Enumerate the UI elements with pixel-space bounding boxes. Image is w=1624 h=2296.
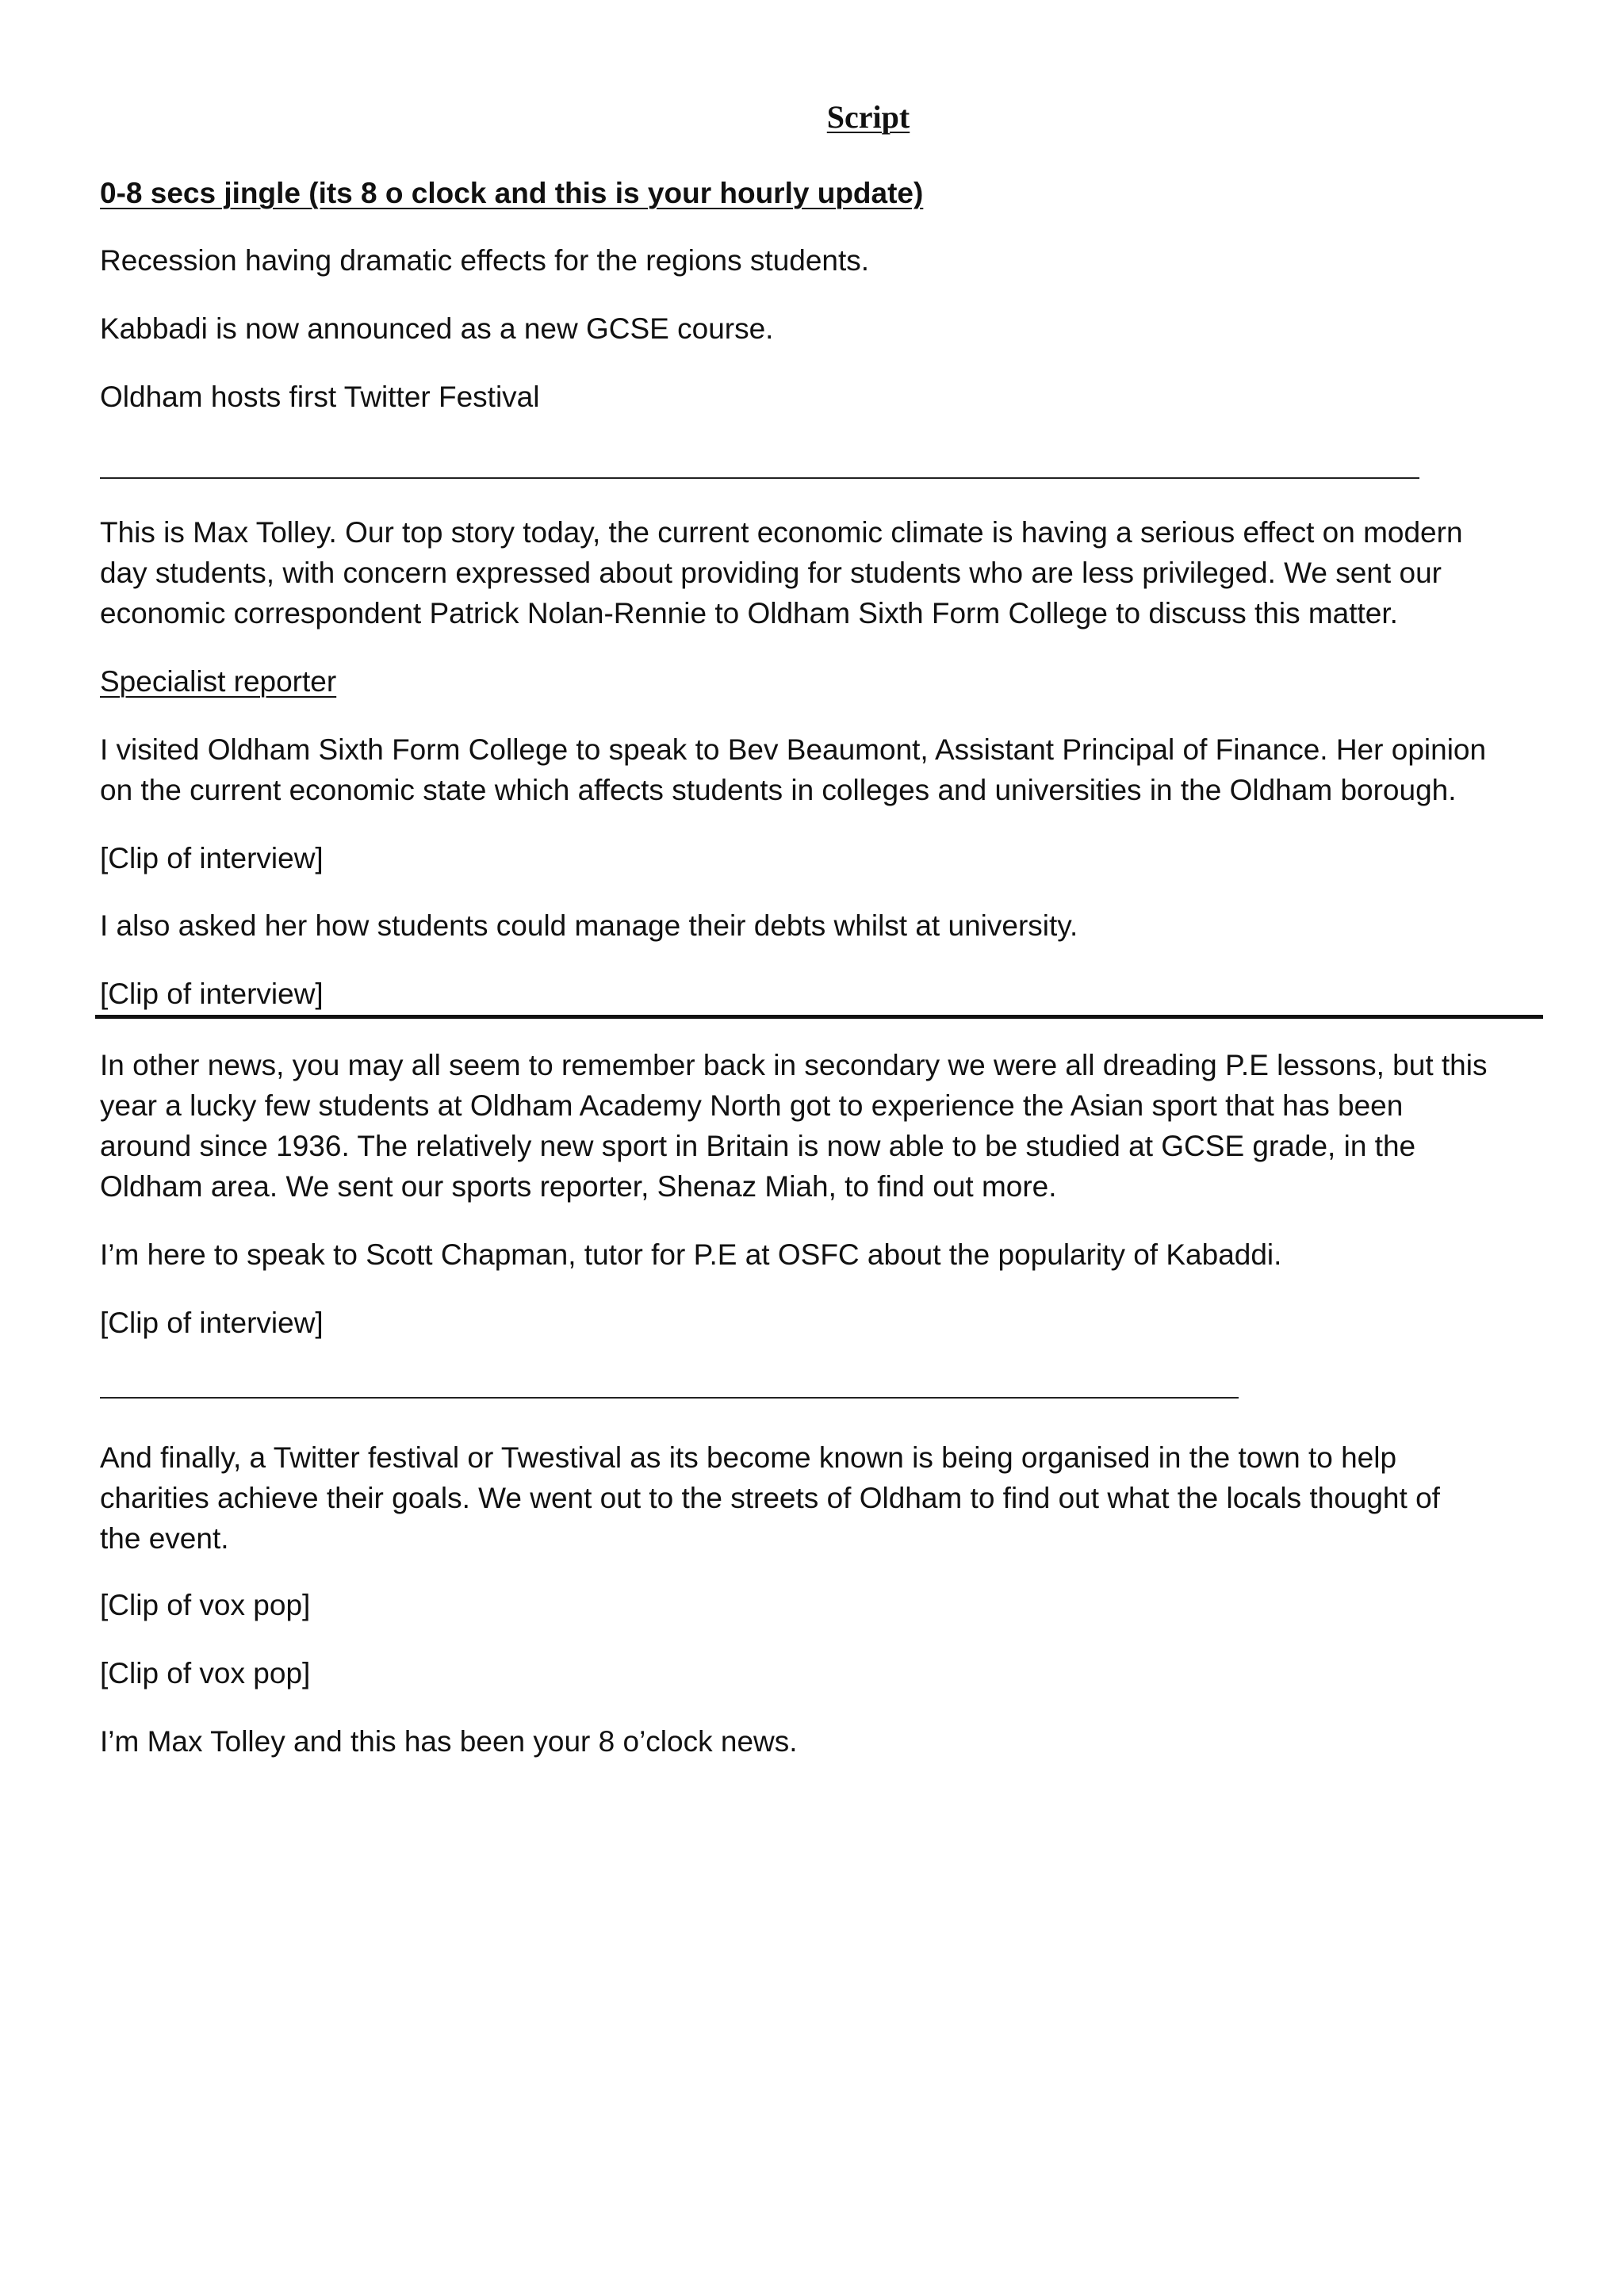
specialist-line: on the current economic state which affects students in colleges and universities in the Oldham borough. [100, 774, 1457, 806]
headline-kabbadi: Kabbadi is now announced as a new GCSE course. [100, 312, 774, 345]
headline-recession: Recession having dramatic effects for the regions students. [100, 244, 870, 277]
twitter-line: the event. [100, 1522, 229, 1555]
section-divider-heavy [95, 1015, 1543, 1019]
clip-of-interview: [Clip of interview] [100, 842, 324, 874]
twitter-paragraph [100, 1437, 1535, 1559]
sports-paragraph [100, 1045, 1535, 1207]
twitter-line: And finally, a Twitter festival or Twestival as its become known is being organised in the town to help [100, 1441, 1397, 1474]
intro-paragraph [100, 512, 1535, 633]
clip-of-interview: [Clip of interview] [100, 978, 324, 1010]
sports-line: around since 1936. The relatively new sport in Britain is now able to be studied at GCSE grade, in the [100, 1130, 1416, 1162]
specialist-line: I visited Oldham Sixth Form College to speak to Bev Beaumont, Assistant Principal of Finance. Her opinion [100, 733, 1487, 766]
document-title: Script [826, 99, 910, 135]
clip-of-vox-pop: [Clip of vox pop] [100, 1589, 311, 1621]
sports-reporter-line: I’m here to speak to Scott Chapman, tutor for P.E at OSFC about the popularity of Kabaddi. [100, 1238, 1282, 1271]
jingle-heading: 0-8 secs jingle (its 8 o clock and this is your hourly update) [100, 177, 924, 209]
specialist-reporter-label: Specialist reporter [100, 665, 337, 698]
clip-of-interview: [Clip of interview] [100, 1307, 324, 1339]
section-divider [100, 477, 1419, 479]
signoff-line: I’m Max Tolley and this has been your 8 o’clock news. [100, 1725, 798, 1758]
intro-line: economic correspondent Patrick Nolan-Rennie to Oldham Sixth Form College to discuss this matter. [100, 597, 1398, 629]
intro-line: This is Max Tolley. Our top story today, the current economic climate is having a serious effect on modern [100, 516, 1463, 549]
sports-line: Oldham area. We sent our sports reporter, Shenaz Miah, to find out more. [100, 1170, 1057, 1203]
sports-line: year a lucky few students at Oldham Academy North got to experience the Asian sport that has been [100, 1089, 1404, 1122]
intro-line: day students, with concern expressed about providing for students who are less privileged. We sent our [100, 557, 1442, 589]
clip-of-vox-pop: [Clip of vox pop] [100, 1657, 311, 1689]
twitter-line: charities achieve their goals. We went out to the streets of Oldham to find out what the locals thought of [100, 1482, 1440, 1514]
section-divider [100, 1397, 1239, 1399]
specialist-paragraph [100, 729, 1535, 810]
sports-line: In other news, you may all seem to remember back in secondary we were all dreading P.E lessons, but this [100, 1049, 1488, 1081]
headline-twitter: Oldham hosts first Twitter Festival [100, 381, 540, 413]
debt-question: I also asked her how students could manage their debts whilst at university. [100, 909, 1078, 942]
